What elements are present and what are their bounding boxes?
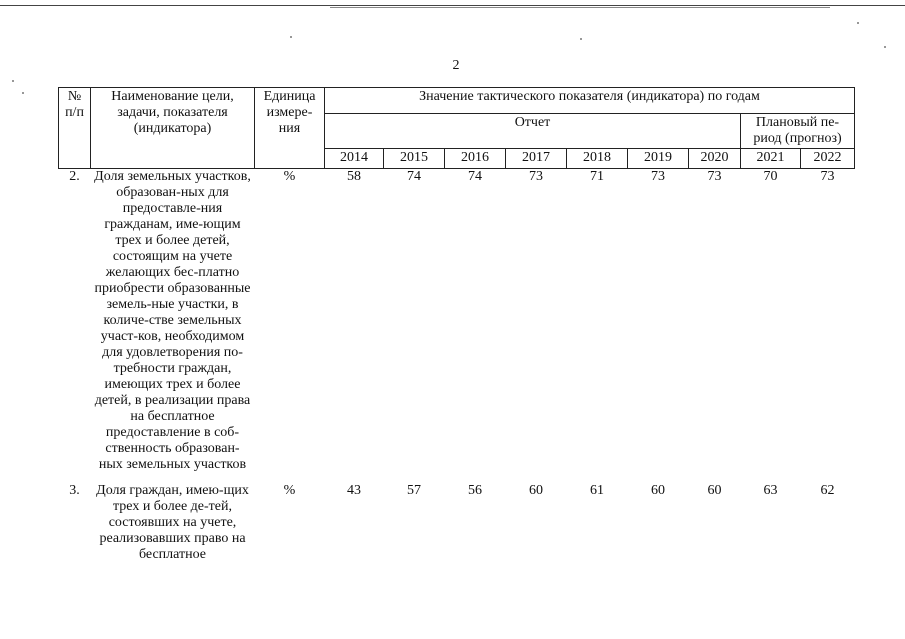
row-value: 73 — [707, 169, 722, 184]
scan-speck — [884, 46, 886, 48]
scan-speck — [22, 92, 24, 94]
header-name: Наименование цели, задачи, показателя (индикатора) — [91, 88, 255, 169]
scan-speck — [12, 80, 14, 82]
row-num: 2. — [69, 169, 80, 184]
row-value: 73 — [529, 169, 543, 184]
year-header: 2014 — [325, 149, 384, 169]
scan-speck — [857, 22, 859, 24]
scan-edge-line — [330, 7, 830, 8]
row-value: 63 — [763, 483, 778, 498]
row-unit: % — [283, 169, 296, 184]
row-value: 60 — [529, 483, 543, 498]
year-header: 2018 — [567, 149, 628, 169]
row-unit: % — [283, 483, 296, 498]
row-name: Доля граждан, имею-щих трех и более де-тей, состоявших на учете, реализовавших право на бесплатное — [96, 483, 249, 562]
header-num: № п/п — [59, 88, 91, 169]
row-value: 58 — [347, 169, 361, 184]
year-header: 2017 — [506, 149, 567, 169]
row-value: 71 — [590, 169, 604, 184]
scan-edge-line — [0, 5, 905, 6]
row-value: 73 — [820, 169, 835, 184]
row-value: 56 — [468, 483, 482, 498]
row-value: 60 — [651, 483, 665, 498]
year-header: 2015 — [384, 149, 445, 169]
row-value: 70 — [763, 169, 778, 184]
year-header: 2019 — [628, 149, 689, 169]
table-row — [59, 169, 855, 474]
year-header: 2016 — [445, 149, 506, 169]
header-plan: Плановый пе-риод (прогноз) — [741, 114, 855, 149]
row-value: 62 — [820, 483, 835, 498]
year-header: 2021 — [741, 149, 801, 169]
row-num: 3. — [69, 483, 80, 498]
row-value: 61 — [590, 483, 604, 498]
header-unit: Единица измере-ния — [255, 88, 325, 169]
table-row — [59, 473, 855, 563]
page-number: 2 — [452, 58, 460, 73]
row-value: 43 — [347, 483, 361, 498]
indicator-table — [58, 87, 855, 563]
row-name: Доля земельных участков, образован-ных для предоставле-ния гражданам, име-ющим трех и более детей, состоящим на учете желающих бес-платно приобрести образованные земель-ные участки, в количе-стве земельных участ-ков, необходимом для удовлетворения по-требности граждан, имеющих трех и более детей, в реализации права на бесплатное предоставление в соб-ственность образован-ных земельных участков — [94, 169, 251, 472]
row-value: 73 — [651, 169, 665, 184]
year-header: 2022 — [801, 149, 855, 169]
year-header: 2020 — [689, 149, 741, 169]
header-values: Значение тактического показателя (индикатора) по годам — [325, 88, 855, 114]
scan-speck — [290, 36, 292, 38]
row-value: 74 — [468, 169, 482, 184]
row-value: 57 — [407, 483, 421, 498]
row-value: 60 — [707, 483, 722, 498]
row-value: 74 — [407, 169, 421, 184]
header-report: Отчет — [325, 114, 741, 149]
scan-speck — [580, 38, 582, 40]
